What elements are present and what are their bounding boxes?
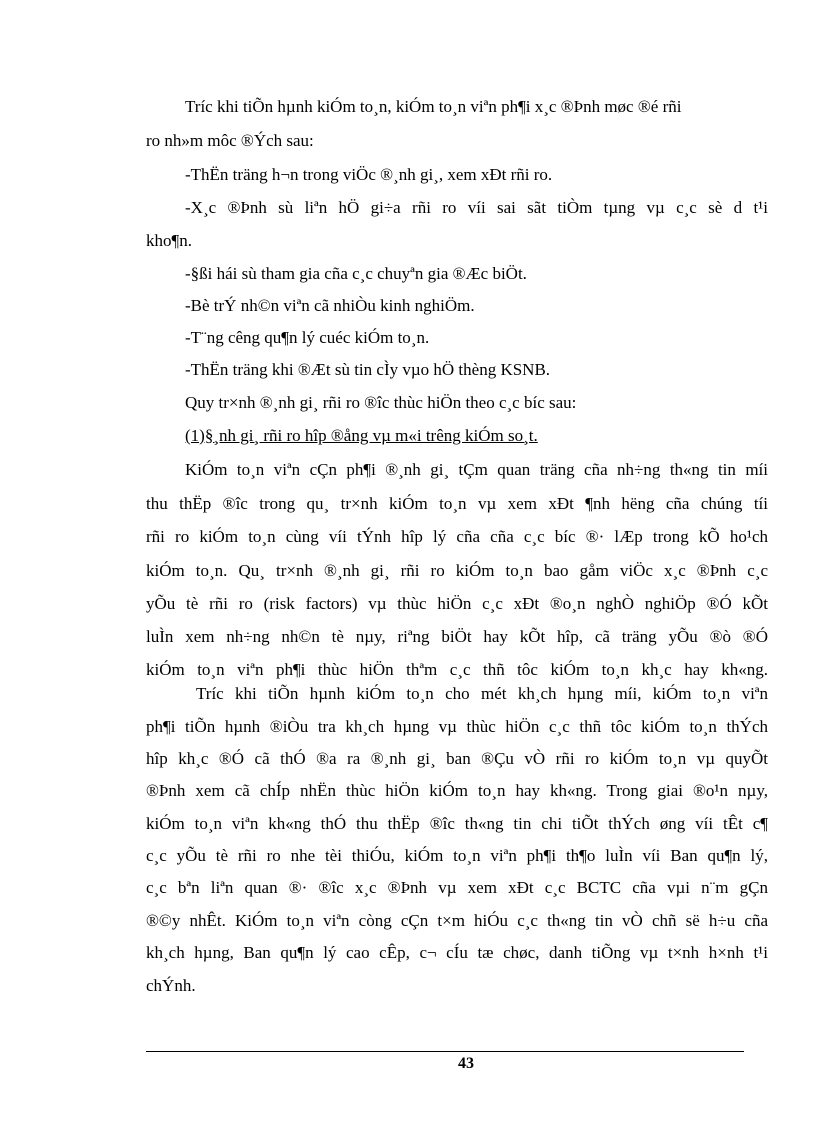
paragraph-line: ®©y nhÊt. KiÓm to¸n viªn còng cÇn t×m hiÓu c¸c th«ng tin vÒ chñ së h÷u cña: [146, 911, 768, 930]
paragraph-line: kho¶n.: [146, 231, 192, 250]
section-heading: (1)§¸nh gi¸ rñi ro hîp ®ång vµ m«i trêng kiÓm so¸t.: [185, 426, 538, 445]
paragraph-line: ®Þnh xem cã chÍp nhËn thùc hiÖn kiÓm to¸n hay kh«ng. Trong giai ®o¹n nµy,: [146, 781, 768, 800]
paragraph-line: c¸c yÕu tè rñi ro nhe tèi thiÓu, kiÓm to¸n viªn ph¶i th¶o luÌn víi Ban qu¶n lý,: [146, 846, 768, 865]
list-item: -T¨ng cêng qu¶n lý cuéc kiÓm to¸n.: [185, 328, 430, 347]
paragraph-line: rñi ro kiÓm to¸n cùng víi tÝnh hîp lý cña cña c¸c bíc ®· lÆp trong kÕ ho¹ch: [146, 527, 768, 546]
list-item: -§ßi hái sù tham gia cña c¸c chuyªn gia ®Æc biÖt.: [185, 264, 527, 283]
paragraph-line: Quy tr×nh ®¸nh gi¸ rñi ro ®îc thùc hiÖn theo c¸c bíc sau:: [185, 393, 577, 412]
paragraph-line: ro nh»m môc ®Ých sau:: [146, 131, 314, 150]
paragraph-line: c¸c bªn liªn quan ®· ®îc x¸c ®Þnh vµ xem xÐt c¸c BCTC cña vµi n¨m gÇn: [146, 878, 768, 897]
paragraph-line: Tríc khi tiÕn hµnh kiÓm to¸n, kiÓm to¸n viªn ph¶i x¸c ®Þnh møc ®é rñi: [185, 97, 682, 116]
footer-divider: [146, 1051, 744, 1052]
list-item: -ThËn träng h¬n trong viÖc ®¸nh gi¸, xem xÐt rñi ro.: [185, 165, 553, 184]
page-number: 43: [458, 1055, 474, 1072]
paragraph-line: kiÓm to¸n viªn ph¶i thùc hiÖn thªm c¸c thñ tôc kiÓm to¸n kh¸c hay kh«ng.: [146, 660, 768, 679]
paragraph-line: thu thËp ®îc trong qu¸ tr×nh kiÓm to¸n vµ xem xÐt ¶nh hëng cña chúng tíi: [146, 494, 768, 513]
paragraph-line: hîp kh¸c ®Ó cã thÓ ®a ra ®¸nh gi¸ ban ®Çu vÒ rñi ro kiÓm to¸n vµ quyÕt: [146, 749, 768, 768]
paragraph-line: KiÓm to¸n viªn cÇn ph¶i ®¸nh gi¸ tÇm quan träng cña nh÷ng th«ng tin míi: [185, 460, 768, 479]
list-item: -X¸c ®Þnh sù liªn hÖ gi÷a rñi ro víi sai sãt tiÒm tµng vµ c¸c sè d t¹i: [185, 198, 768, 217]
list-item: -Bè trÝ nh©n viªn cã nhiÒu kinh nghiÖm.: [185, 296, 475, 315]
paragraph-line: kiÓm to¸n. Qu¸ tr×nh ®¸nh gi¸ rñi ro kiÓm to¸n bao gåm viÖc x¸c ®Þnh c¸c: [146, 561, 768, 580]
paragraph-line: Tríc khi tiÕn hµnh kiÓm to¸n cho mét kh¸ch hµng míi, kiÓm to¸n viªn: [196, 684, 768, 703]
list-item: -ThËn träng khi ®Æt sù tin cÌy vµo hÖ thèng KSNB.: [185, 360, 551, 379]
paragraph-line: kh¸ch hµng, Ban qu¶n lý cao cÊp, c¬ cÍu tæ chøc, danh tiÕng vµ t×nh h×nh t¹i: [146, 943, 768, 962]
paragraph-line: ph¶i tiÕn hµnh ®iÒu tra kh¸ch hµng vµ thùc hiÖn c¸c thñ tôc kiÓm to¸n thÝch: [146, 717, 768, 736]
paragraph-line: yÕu tè rñi ro (risk factors) vµ thùc hiÖn c¸c xÐt ®o¸n nghÒ nghiÖp ®Ó kÕt: [146, 594, 768, 613]
paragraph-line: luÌn xem nh÷ng nh©n tè nµy, riªng biÖt hay kÕt hîp, cã träng yÕu ®ò ®Ó: [146, 627, 768, 646]
paragraph-line: kiÓm to¸n viªn kh«ng thÓ thu thËp ®îc th«ng tin chi tiÕt thÝch øng víi tÊt c¶: [146, 814, 768, 833]
paragraph-line: chÝnh.: [146, 976, 196, 995]
